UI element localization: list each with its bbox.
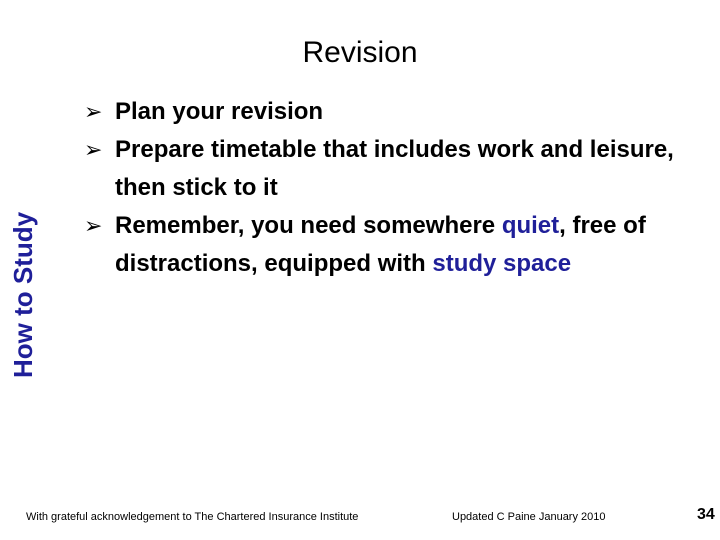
highlight-quiet: quiet xyxy=(501,212,560,239)
footer-updated: Updated C Paine January 2010 xyxy=(452,511,606,523)
bullet-text: Prepare timetable that includes work and leisure, then stick to it xyxy=(115,136,674,201)
bullet-list xyxy=(84,93,704,283)
arrow-bullet-icon: ➢ xyxy=(84,99,103,124)
bullet-text-part: , free of distractions, equipped with xyxy=(115,212,646,277)
section-title: How to Study xyxy=(8,211,38,378)
bullet-text-part: Remember, you need somewhere xyxy=(115,212,502,239)
highlight-study-space: study space xyxy=(432,250,572,277)
slide-title: Revision xyxy=(302,36,418,69)
bullet-item xyxy=(84,207,704,283)
bullet-item xyxy=(84,131,704,207)
bullet-item xyxy=(84,93,704,131)
page-number: 34 xyxy=(697,506,715,523)
arrow-bullet-icon: ➢ xyxy=(84,137,103,162)
arrow-bullet-icon: ➢ xyxy=(84,213,103,238)
footer-acknowledgement: With grateful acknowledgement to The Chartered Insurance Institute xyxy=(26,511,359,523)
bullet-text: Plan your revision xyxy=(115,98,324,125)
